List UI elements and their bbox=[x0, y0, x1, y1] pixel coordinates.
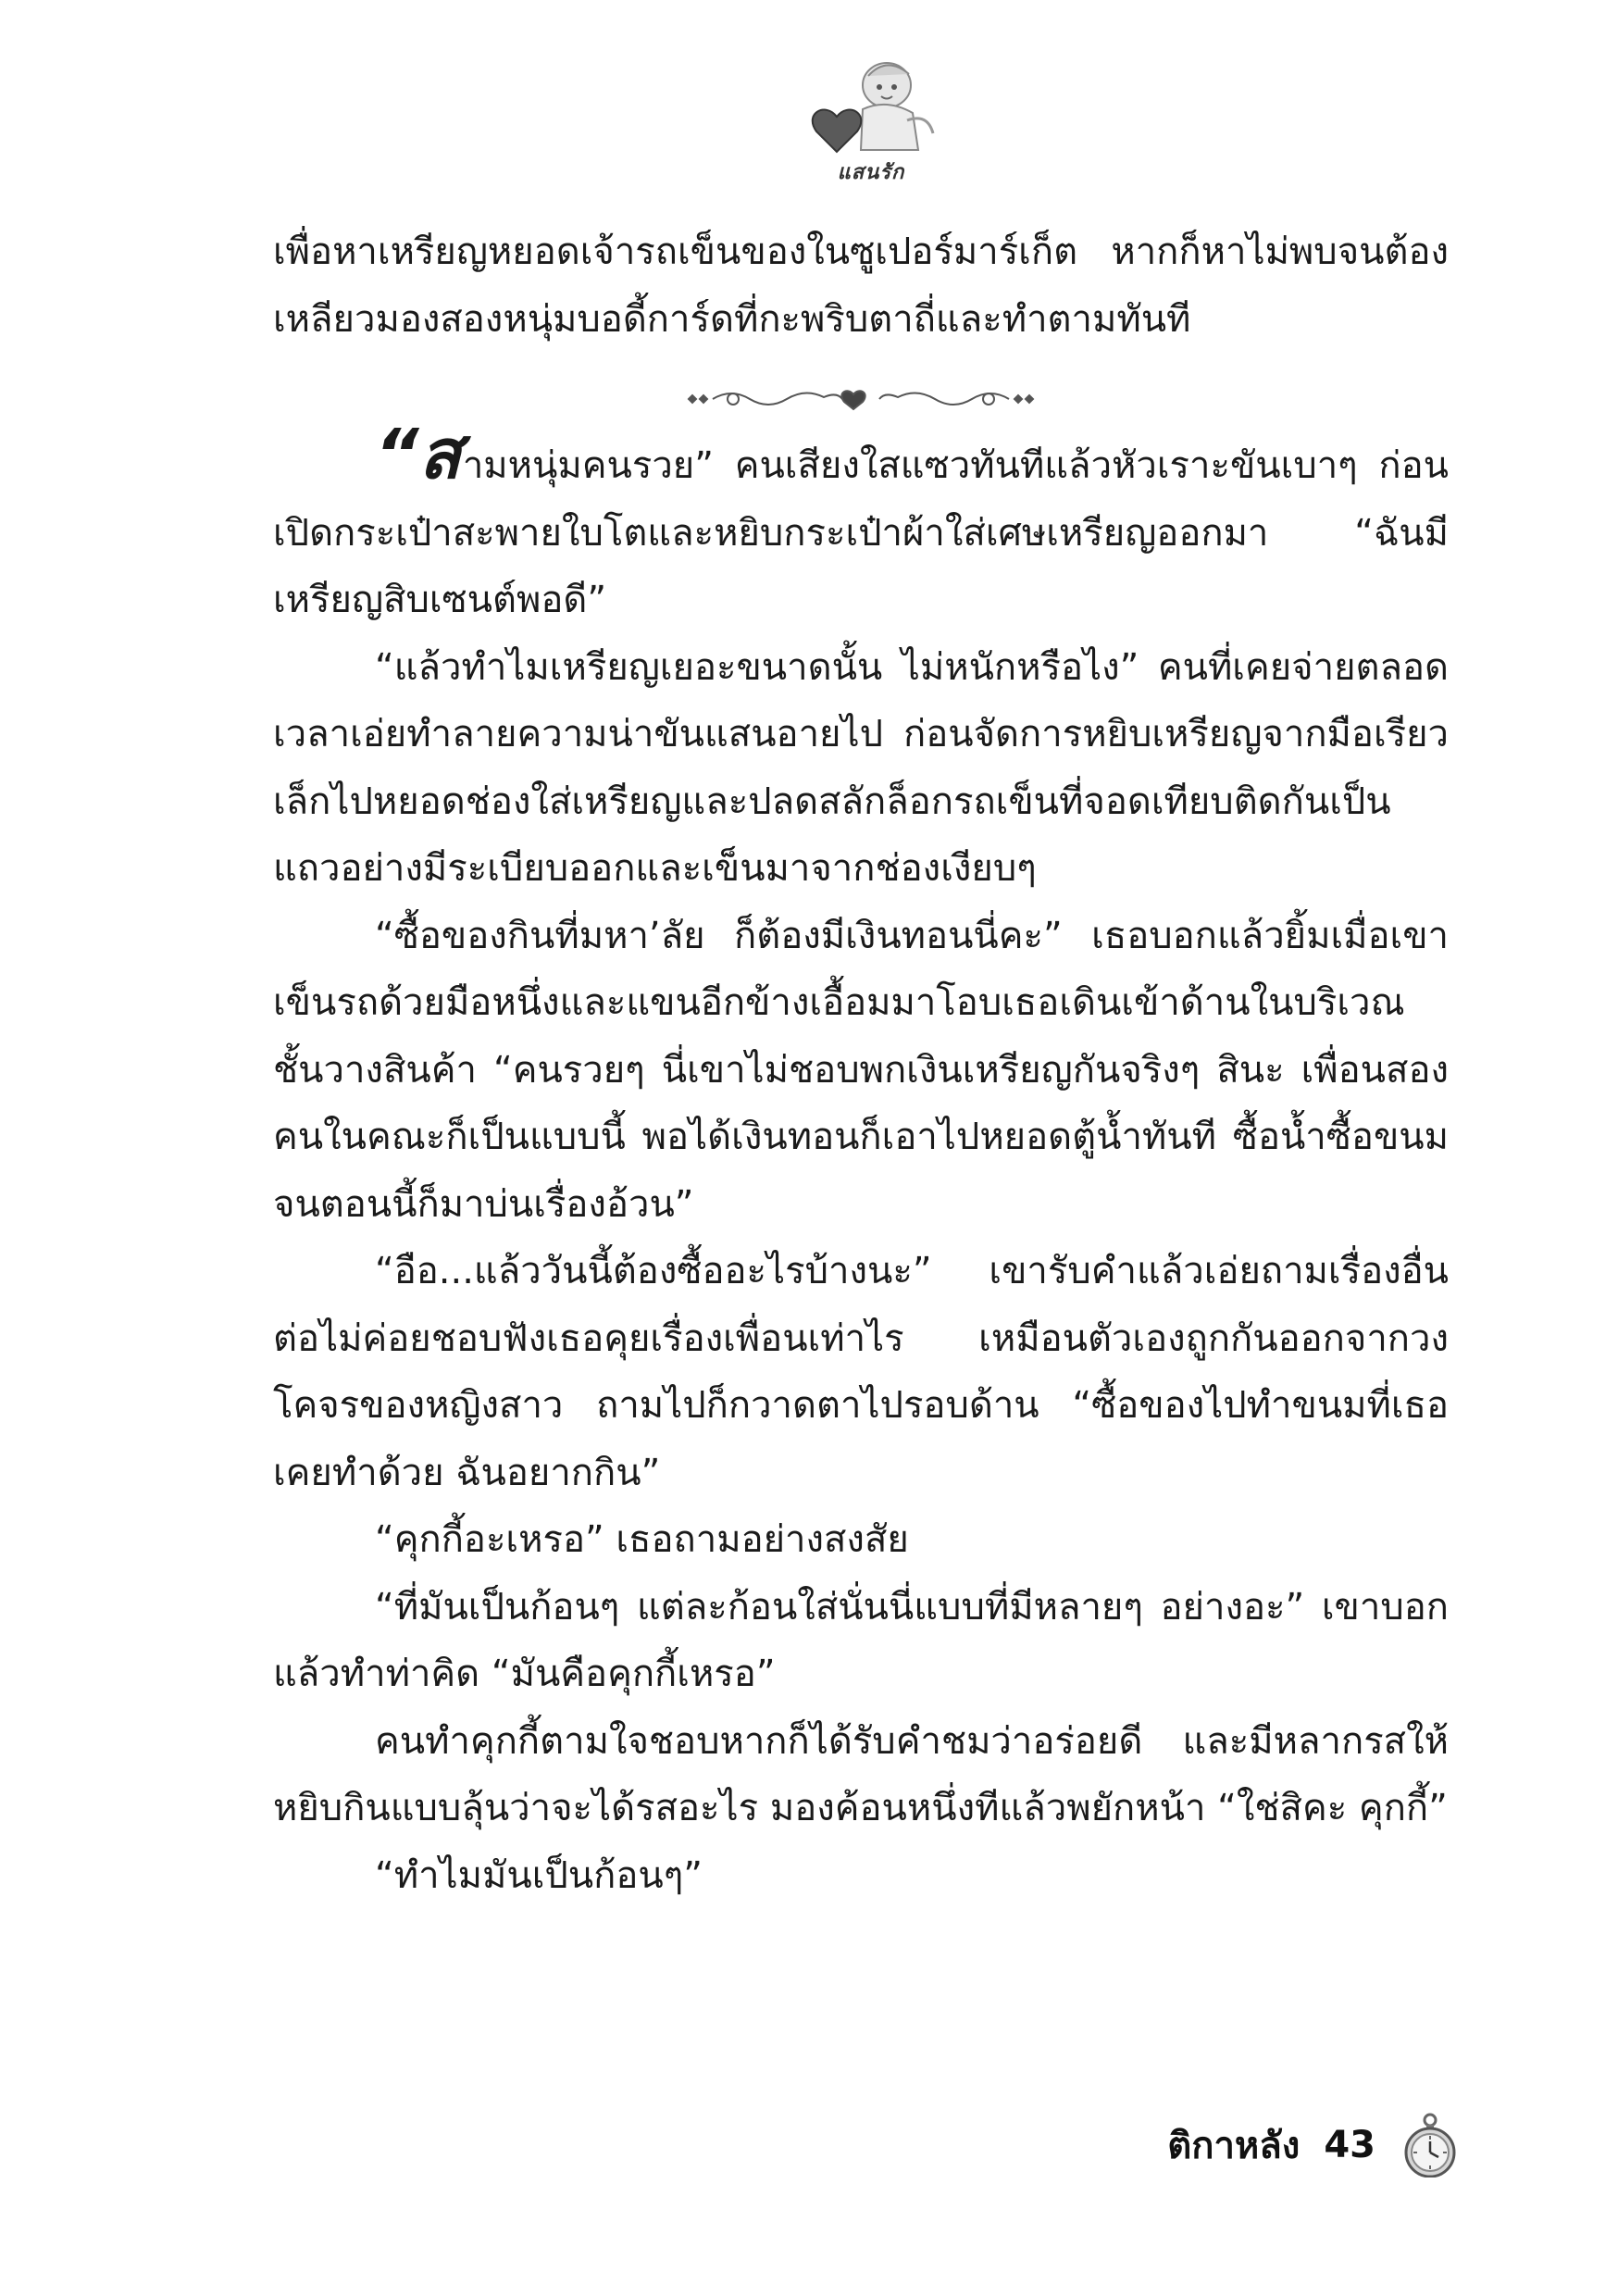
paragraph: “ซื้อของกินที่มหา’ลัย ก็ต้องมีเงินทอนนี่คะ” เธอบอกแล้วยิ้มเมื่อเขาเข็นรถด้วยมือหนึ่งและแขนอีกข้างเอื้อมมาโอบเธอเดินเข้าด้านในบริเวณชั้นวางสินค้า “คนรวยๆ นี่เขาไม่ชอบพกเงินเหรียญกันจริงๆ สินะ เพื่อนสองคนในคณะก็เป็นแบบนี้ พอได้เงินทอนก็เอาไปหยอดตู้น้ำทันที ซื้อน้ำซื้อขนม จนตอนนี้ก็มาบ่นเรื่องอ้วน” bbox=[273, 914, 1449, 1226]
section-divider bbox=[685, 387, 1037, 411]
logo-text: แสนรัก bbox=[837, 161, 905, 184]
paragraph: คนทำคุกกี้ตามใจชอบหากก็ได้รับคำชมว่าอร่อยดี และมีหลากรสให้หยิบกินแบบลุ้นว่าจะได้รสอะไร มองค้อนหนึ่งทีแล้วพยักหน้า “ใช่สิคะ คุกกี้” bbox=[273, 1719, 1449, 1829]
paragraph: “ทำไมมันเป็นก้อนๆ” bbox=[375, 1853, 703, 1897]
body-text-main bbox=[273, 415, 1449, 1909]
ornament-heart-icon bbox=[685, 387, 1037, 411]
paragraph: “คุกกี้อะเหรอ” เธอถามอย่างสงสัย bbox=[375, 1518, 909, 1561]
paragraph: “ที่มันเป็นก้อนๆ แต่ละก้อนใส่นั่นนี่แบบที่มีหลายๆ อย่างอะ” เขาบอกแล้วทำท่าคิด “มันคือคุกกี้เหรอ” bbox=[273, 1585, 1449, 1695]
cupid-heart-icon bbox=[803, 56, 939, 157]
paragraph: เพื่อหาเหรียญหยอดเจ้ารถเข็นของในซูเปอร์มาร์เก็ต หากก็หาไม่พบจนต้องเหลียวมองสองหนุ่มบอดี้การ์ดที่กะพริบตาถี่และทำตามทันที bbox=[273, 231, 1449, 341]
drop-cap: “ส bbox=[375, 415, 461, 494]
page-footer bbox=[1167, 2113, 1461, 2177]
body-text-top bbox=[273, 218, 1449, 353]
cupid-logo bbox=[803, 56, 939, 184]
page-number: 43 bbox=[1324, 2124, 1375, 2166]
paragraph-dropcap bbox=[273, 415, 1449, 634]
book-title: ติกาหลัง bbox=[1167, 2125, 1301, 2167]
paragraph: “อือ...แล้ววันนี้ต้องซื้ออะไรบ้างนะ” เขารับคำแล้วเอ่ยถามเรื่องอื่นต่อไม่ค่อยชอบฟังเธอคุยเรื่องเพื่อนเท่าไร เหมือนตัวเองถูกกันออกจากวงโคจรของหญิงสาว ถามไปก็กวาดตาไปรอบด้าน “ซื้อของไปทำขนมที่เธอเคยทำด้วย ฉันอยากกิน” bbox=[273, 1250, 1449, 1494]
pocket-watch-icon bbox=[1400, 2113, 1461, 2177]
paragraph-text: ามหนุ่มคนรวย” คนเสียงใสแซวทันทีแล้วหัวเราะขันเบาๆ ก่อนเปิดกระเป๋าสะพายใบโตและหยิบกระเป๋าผ้าใส่เศษเหรียญออกมา “ฉันมีเหรียญสิบเซนต์พอดี” bbox=[273, 444, 1449, 621]
paragraph: “แล้วทำไมเหรียญเยอะขนาดนั้น ไม่หนักหรือไง” คนที่เคยจ่ายตลอดเวลาเอ่ยทำลายความน่าขันแสนอายไป ก่อนจัดการหยิบเหรียญจากมือเรียวเล็กไปหยอดช่องใส่เหรียญและปลดสลักล็อกรถเข็นที่จอดเทียบติดกันเป็นแถวอย่างมีระเบียบออกและเข็นมาจากช่องเงียบๆ bbox=[273, 645, 1449, 890]
